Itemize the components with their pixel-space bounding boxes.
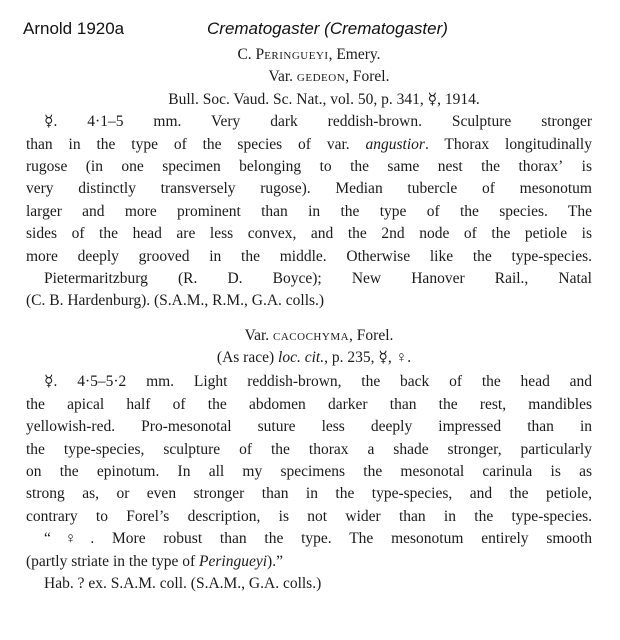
text-line: larger and more prominent than in the type of the species. The [26,202,592,220]
text-line: the type-species, sculpture of the thorax a shade stronger, particularly [26,440,592,458]
variety-gedeon-title: Var. gedeon, Forel. [268,68,390,86]
reference-label: Arnold 1920a [23,19,125,38]
text-line: strong as, or even stronger than in the type-species, and the petiole, [26,485,592,503]
text-line: rugose (in one specimen belonging to the same nest the thoraxʼ is [26,157,592,175]
text-line: (partly striate in the type of Peringueyi).” [26,552,283,570]
text-line: on the epinotum. In all my specimens the mesonotal carinula is as [26,463,592,481]
taxon-heading: Crematogaster (Crematogaster) [207,19,448,38]
text-line: sides of the head are less convex, and the 2nd node of the petiole is [26,225,592,243]
text-line: than in the type of the species of var. angustior. Thorax longitudinally [26,135,592,153]
species-title: C. Peringueyi, Emery. [237,46,381,63]
variety-cacochyma-title: Var. cacochyma, Forel. [244,326,394,344]
text-line: yellowish-red. Pro-mesonotal suture less deeply impressed than in [26,418,592,436]
text-line: (C. B. Hardenburg). (S.A.M., R.M., G.A. colls.) [26,292,325,310]
variety-gedeon-citation: Bull. Soc. Vaud. Sc. Nat., vol. 50, p. 341, ☿, 1914. [168,90,480,108]
variety-gedeon-description [26,111,592,313]
text-line: Pietermaritzburg (R. D. Boyce); New Hanover Rail., Natal [44,269,592,287]
text-line: ☿. 4·5–5·2 mm. Light reddish-brown, the back of the head and [44,373,592,391]
text-line: very distinctly transversely rugose). Median tubercle of mesonotum [26,180,592,198]
text-line: “♀. More robust than the type. The mesonotum entirely smooth [44,530,592,548]
document-page [26,44,592,595]
variety-cacochyma-citation: (As race) loc. cit., p. 235, ☿, ♀. [216,349,412,367]
variety-cacochyma-description [26,371,592,595]
text-line: Hab. ? ex. S.A.M. coll. (S.A.M., G.A. colls.) [44,574,322,592]
text-line: the apical half of the abdomen darker than the rest, mandibles [26,395,592,413]
text-line: more deeply grooved in the middle. Otherwise like the type-species. [26,247,592,265]
text-line: ☿. 4·1–5 mm. Very dark reddish-brown. Sculpture stronger [44,113,592,131]
text-line: contrary to Forel’s description, is not wider than in the type-species. [26,507,592,525]
